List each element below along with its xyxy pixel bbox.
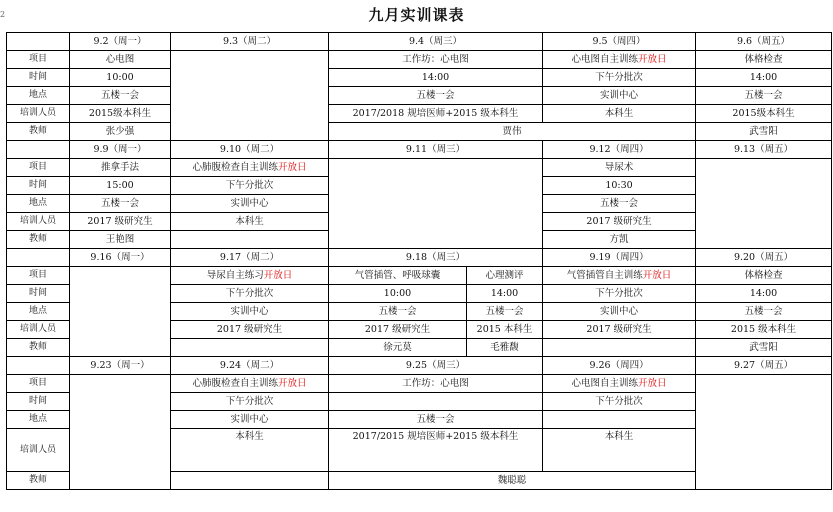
item-cell: 体格检查 [696,51,832,69]
row-label-place: 地点 [7,411,70,429]
teacher-cell [171,339,329,357]
date-header: 9.2（周一） [70,33,171,51]
row-label-trainees: 培训人员 [7,213,70,231]
row-label-teacher: 教师 [7,339,70,357]
place-cell: 五楼一会 [696,303,832,321]
item-cell: 气管插管、呼吸球囊 [329,267,467,285]
date-header: 9.23（周一） [70,357,171,375]
item-cell: 导尿术 [543,159,696,177]
trainees-cell: 2017 级研究生 [543,321,696,339]
row-label-trainees: 培训人员 [7,105,70,123]
teacher-cell [543,339,696,357]
date-header: 9.9（周一） [70,141,171,159]
date-header: 9.12（周四） [543,141,696,159]
time-cell: 下午分批次 [543,69,696,87]
week-1-place-row [7,87,832,105]
empty-cell [696,159,832,249]
teacher-cell: 武雪阳 [696,339,832,357]
empty-cell [7,249,70,267]
open-day-badge: 开放日 [263,269,293,281]
place-cell: 五楼一会 [70,195,171,213]
trainees-cell: 2017 级研究生 [543,213,696,231]
empty-cell [171,51,329,141]
teacher-cell: 张少强 [70,123,171,141]
item-cell: 工作坊：心电图 [329,51,543,69]
trainees-cell: 2015级本科生 [70,105,171,123]
time-cell: 14:00 [696,69,832,87]
open-day-badge: 开放日 [638,53,667,65]
time-cell: 下午分批次 [543,393,696,411]
week-1-item-row [7,51,832,69]
place-cell: 实训中心 [543,303,696,321]
place-cell [543,411,696,429]
teacher-cell: 魏聪聪 [329,472,696,490]
week-1-date-row [7,33,832,51]
place-cell: 五楼一会 [467,303,543,321]
date-header: 9.4（周三） [329,33,543,51]
item-cell: 心理测评 [467,267,543,285]
date-header: 9.19（周四） [543,249,696,267]
place-cell: 五楼一会 [543,195,696,213]
row-label-time: 时间 [7,285,70,303]
item-cell: 心电图 [70,51,171,69]
place-cell: 五楼一会 [329,411,543,429]
row-label-item: 项目 [7,51,70,69]
item-cell: 体格检查 [696,267,832,285]
trainees-cell: 2017/2018 规培医师+2015 级本科生 [329,105,543,123]
row-label-place: 地点 [7,303,70,321]
teacher-cell: 方凯 [543,231,696,249]
place-cell: 五楼一会 [696,87,832,105]
time-cell: 10:30 [543,177,696,195]
week-1-trainees-row [7,105,832,123]
empty-cell [70,375,171,490]
week-4-date-row [7,357,832,375]
item-cell: 气管插管自主训练开放日 [543,267,696,285]
item-cell: 推拿手法 [70,159,171,177]
open-day-badge: 开放日 [278,377,307,389]
open-day-badge: 开放日 [638,377,667,389]
trainees-cell: 2017 级研究生 [70,213,171,231]
trainees-cell: 本科生 [171,213,329,231]
teacher-cell: 武雪阳 [696,123,832,141]
date-header: 9.16（周一） [70,249,171,267]
trainees-cell: 2015 级本科生 [696,321,832,339]
place-cell: 实训中心 [543,87,696,105]
time-cell: 14:00 [329,69,543,87]
time-cell: 14:00 [467,285,543,303]
trainees-cell: 2017 级研究生 [329,321,467,339]
row-label-teacher: 教师 [7,472,70,490]
time-cell: 下午分批次 [171,177,329,195]
date-header: 9.25（周三） [329,357,543,375]
place-cell: 五楼一会 [329,87,543,105]
item-cell: 导尿自主练习开放日 [171,267,329,285]
date-header: 9.5（周四） [543,33,696,51]
page-title: 九月实训课表 [368,6,465,24]
week-3-date-row [7,249,832,267]
time-cell [329,393,543,411]
trainees-cell: 2017/2015 规培医师+2015 级本科生 [329,429,543,472]
date-header: 9.26（周四） [543,357,696,375]
date-header: 9.6（周五） [696,33,832,51]
date-header: 9.18（周三） [329,249,543,267]
row-label-trainees: 培训人员 [7,429,70,472]
place-cell: 五楼一会 [329,303,467,321]
teacher-cell: 毛雅馥 [467,339,543,357]
week-4-item-row [7,375,832,393]
trainees-cell: 本科生 [543,429,696,472]
place-cell: 实训中心 [171,303,329,321]
time-cell: 下午分批次 [171,285,329,303]
date-header: 9.20（周五） [696,249,832,267]
trainees-cell: 本科生 [543,105,696,123]
teacher-cell [171,231,329,249]
row-label-time: 时间 [7,69,70,87]
trainees-cell: 2015级本科生 [696,105,832,123]
time-cell: 下午分批次 [543,285,696,303]
date-header: 9.11（周三） [329,141,543,159]
corner-mark: 2 [0,10,6,19]
item-cell: 心电图自主训练开放日 [543,375,696,393]
teacher-cell: 徐元莫 [329,339,467,357]
row-label-place: 地点 [7,87,70,105]
date-header: 9.27（周五） [696,357,832,375]
date-header: 9.10（周二） [171,141,329,159]
empty-cell [7,33,70,51]
open-day-badge: 开放日 [642,269,672,281]
date-header: 9.24（周二） [171,357,329,375]
week-2-date-row [7,141,832,159]
week-1-time-row [7,69,832,87]
date-header: 9.3（周二） [171,33,329,51]
date-header: 9.17（周二） [171,249,329,267]
week-2-item-row [7,159,832,177]
item-cell: 心肺腹检查自主训练开放日 [171,159,329,177]
teacher-cell [171,472,329,490]
week-3-item-row [7,267,832,285]
item-cell: 心肺腹检查自主训练开放日 [171,375,329,393]
trainees-cell: 2017 级研究生 [171,321,329,339]
place-cell: 五楼一会 [70,87,171,105]
place-cell: 实训中心 [171,195,329,213]
time-cell: 10:00 [70,69,171,87]
time-cell: 15:00 [70,177,171,195]
row-label-item: 项目 [7,267,70,285]
week-1-teacher-row [7,123,832,141]
row-label-place: 地点 [7,195,70,213]
row-label-trainees: 培训人员 [7,321,70,339]
time-cell: 10:00 [329,285,467,303]
row-label-item: 项目 [7,375,70,393]
empty-cell [696,375,832,490]
date-header: 9.13（周五） [696,141,832,159]
trainees-cell: 本科生 [171,429,329,472]
place-cell: 实训中心 [171,411,329,429]
teacher-cell: 贾伟 [329,123,696,141]
row-label-teacher: 教师 [7,231,70,249]
teacher-cell: 王艳图 [70,231,171,249]
row-label-time: 时间 [7,393,70,411]
empty-cell [70,267,171,357]
row-label-time: 时间 [7,177,70,195]
time-cell: 下午分批次 [171,393,329,411]
open-day-badge: 开放日 [278,161,307,173]
empty-cell [7,357,70,375]
time-cell: 14:00 [696,285,832,303]
row-label-item: 项目 [7,159,70,177]
empty-cell [7,141,70,159]
item-cell: 工作坊：心电图 [329,375,543,393]
trainees-cell: 2015 本科生 [467,321,543,339]
row-label-teacher: 教师 [7,123,70,141]
item-cell: 心电图自主训练开放日 [543,51,696,69]
schedule-table [6,32,832,490]
empty-cell [329,159,543,249]
